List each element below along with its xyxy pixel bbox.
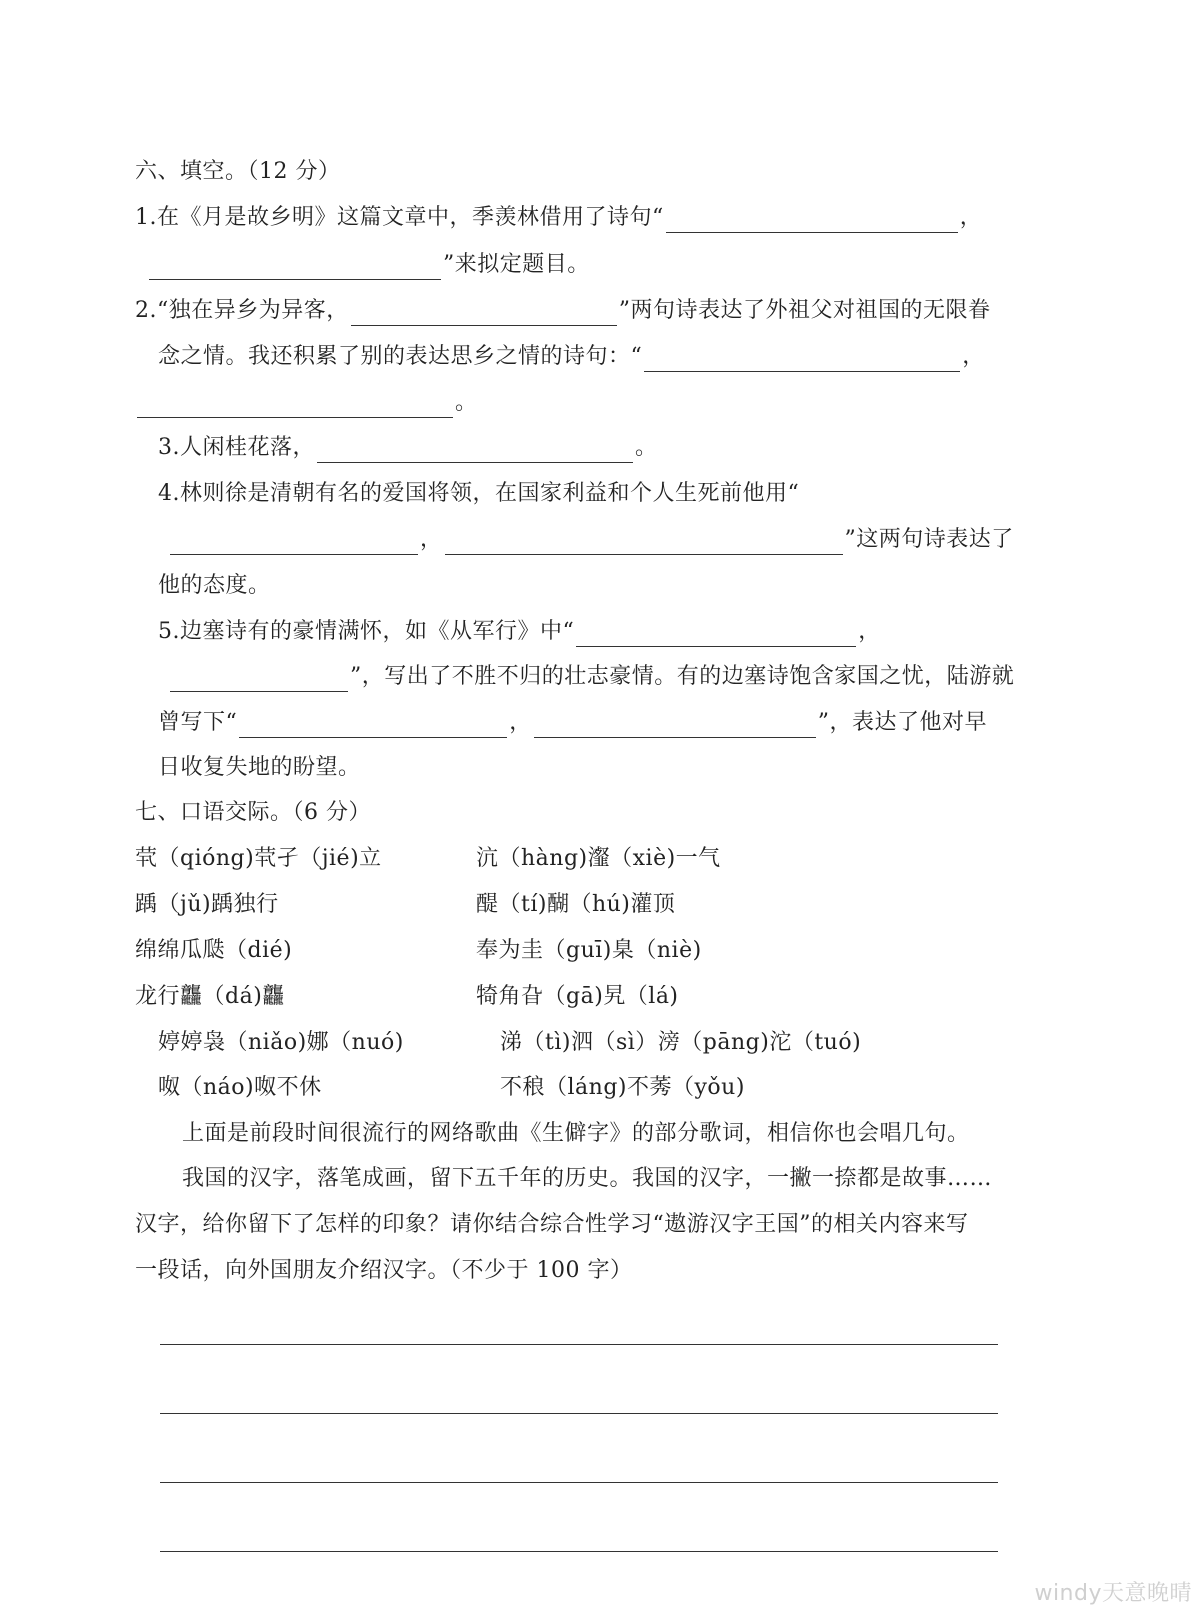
prompt-line-1: 我国的汉字，落笔成画，留下五千年的历史。我国的汉字，一撇一捺都是故事…… (182, 1166, 993, 1191)
q2-blank-2[interactable] (644, 349, 960, 372)
lyric-right-6: 不稂（láng)不莠（yǒu) (500, 1075, 745, 1100)
question-2-line-1 (135, 296, 991, 326)
q4-blank-2[interactable] (445, 532, 843, 555)
lyric-left-2: 踽（jǔ)踽独行 (135, 892, 279, 917)
prompt-line-2: 汉字，给你留下了怎样的印象？请你结合综合性学习“遨游汉字王国”的相关内容来写 (135, 1212, 969, 1237)
q2-text-a: 2.“独在异乡为异客， (135, 298, 349, 323)
question-3-line (158, 433, 658, 463)
q1-text-c: ”来拟定题目。 (443, 252, 590, 277)
lyric-left-5: 婷婷袅（niǎo)娜（nuó) (158, 1030, 404, 1055)
q3-text-b: 。 (635, 435, 658, 460)
q5-blank-1[interactable] (576, 624, 856, 647)
q5-blank-2[interactable] (170, 669, 348, 692)
question-5-line-1 (158, 617, 881, 647)
question-4-line-1: 4.林则徐是清朝有名的爱国将领，在国家利益和个人生死前他用“ (158, 481, 800, 506)
q1-blank-1[interactable] (666, 210, 958, 233)
question-1-line-2 (147, 250, 590, 280)
q3-text-a: 3.人闲桂花落， (158, 435, 315, 460)
question-5-line-3 (158, 708, 987, 738)
q1-text-a: 1.在《月是故乡明》这篇文章中，季羡林借用了诗句“ (135, 205, 664, 230)
lyric-right-3: 奉为圭（guī)臬（niè) (476, 938, 702, 963)
q5-text-a: 5.边塞诗有的豪情满怀，如《从军行》中“ (158, 619, 575, 644)
writing-line-2[interactable] (160, 1413, 998, 1414)
q5-text-c: ”，写出了不胜不归的壮志豪情。有的边塞诗饱含家国之忧，陆游就 (350, 664, 1015, 689)
q1-text-b: ， (959, 205, 983, 230)
section-7-intro: 上面是前段时间很流行的网络歌曲《生僻字》的部分歌词，相信你也会唱几句。 (182, 1121, 970, 1146)
q5-text-d: 曾写下“ (158, 710, 238, 735)
writing-line-3[interactable] (160, 1482, 998, 1483)
lyric-right-1: 沆（hàng)瀣（xiè)一气 (476, 846, 721, 871)
q2-text-d: ， (962, 344, 985, 369)
section-7-title: 七、口语交际。（6 分） (135, 800, 371, 825)
lyric-right-4: 犄角旮（gā)旯（lá) (476, 984, 679, 1009)
q2-blank-3[interactable] (137, 395, 453, 418)
q4-text-b: ， (420, 527, 443, 552)
question-4-line-2 (168, 525, 1014, 555)
q2-text-b: ”两句诗表达了外祖父对祖国的无限眷 (618, 298, 991, 323)
lyric-left-4: 龙行龘（dá)龘 (135, 984, 285, 1009)
writing-line-4[interactable] (160, 1551, 998, 1552)
q3-blank[interactable] (317, 440, 633, 463)
question-5-line-2 (168, 662, 1014, 692)
q1-blank-2[interactable] (149, 257, 441, 280)
question-2-line-2 (158, 342, 985, 372)
q5-text-b: ， (858, 619, 881, 644)
q5-blank-4[interactable] (534, 715, 816, 738)
question-4-line-3: 他的态度。 (158, 573, 271, 598)
q2-text-e: 。 (455, 390, 478, 415)
q5-text-f: ”，表达了他对早 (817, 710, 988, 735)
question-5-line-4: 日收复失地的盼望。 (158, 755, 361, 780)
prompt-line-3: 一段话，向外国朋友介绍汉字。（不少于 100 字） (135, 1258, 633, 1283)
lyric-left-6: 呶（náo)呶不休 (158, 1075, 322, 1100)
q4-text-c: ”这两句诗表达了 (844, 527, 1014, 552)
q2-text-c: 念之情。我还积累了别的表达思乡之情的诗句：“ (158, 344, 643, 369)
section-6-title: 六、填空。（12 分） (135, 159, 341, 184)
lyric-right-5: 涕（tì)泗（sì）滂（pāng)沱（tuó) (500, 1030, 862, 1055)
watermark: windy天意晚晴 (1034, 1581, 1192, 1606)
question-2-line-3 (135, 388, 478, 418)
q5-blank-3[interactable] (239, 715, 507, 738)
q2-blank-1[interactable] (351, 303, 617, 326)
writing-line-1[interactable] (160, 1344, 998, 1345)
lyric-left-1: 茕（qióng)茕孑（jié)立 (135, 846, 382, 871)
question-1-line-1 (135, 203, 982, 233)
lyric-left-3: 绵绵瓜瓞（dié) (135, 938, 293, 963)
lyric-right-2: 醍（tí)醐（hú)灌顶 (476, 892, 676, 917)
q4-blank-1[interactable] (170, 532, 418, 555)
q5-text-e: ， (509, 710, 532, 735)
